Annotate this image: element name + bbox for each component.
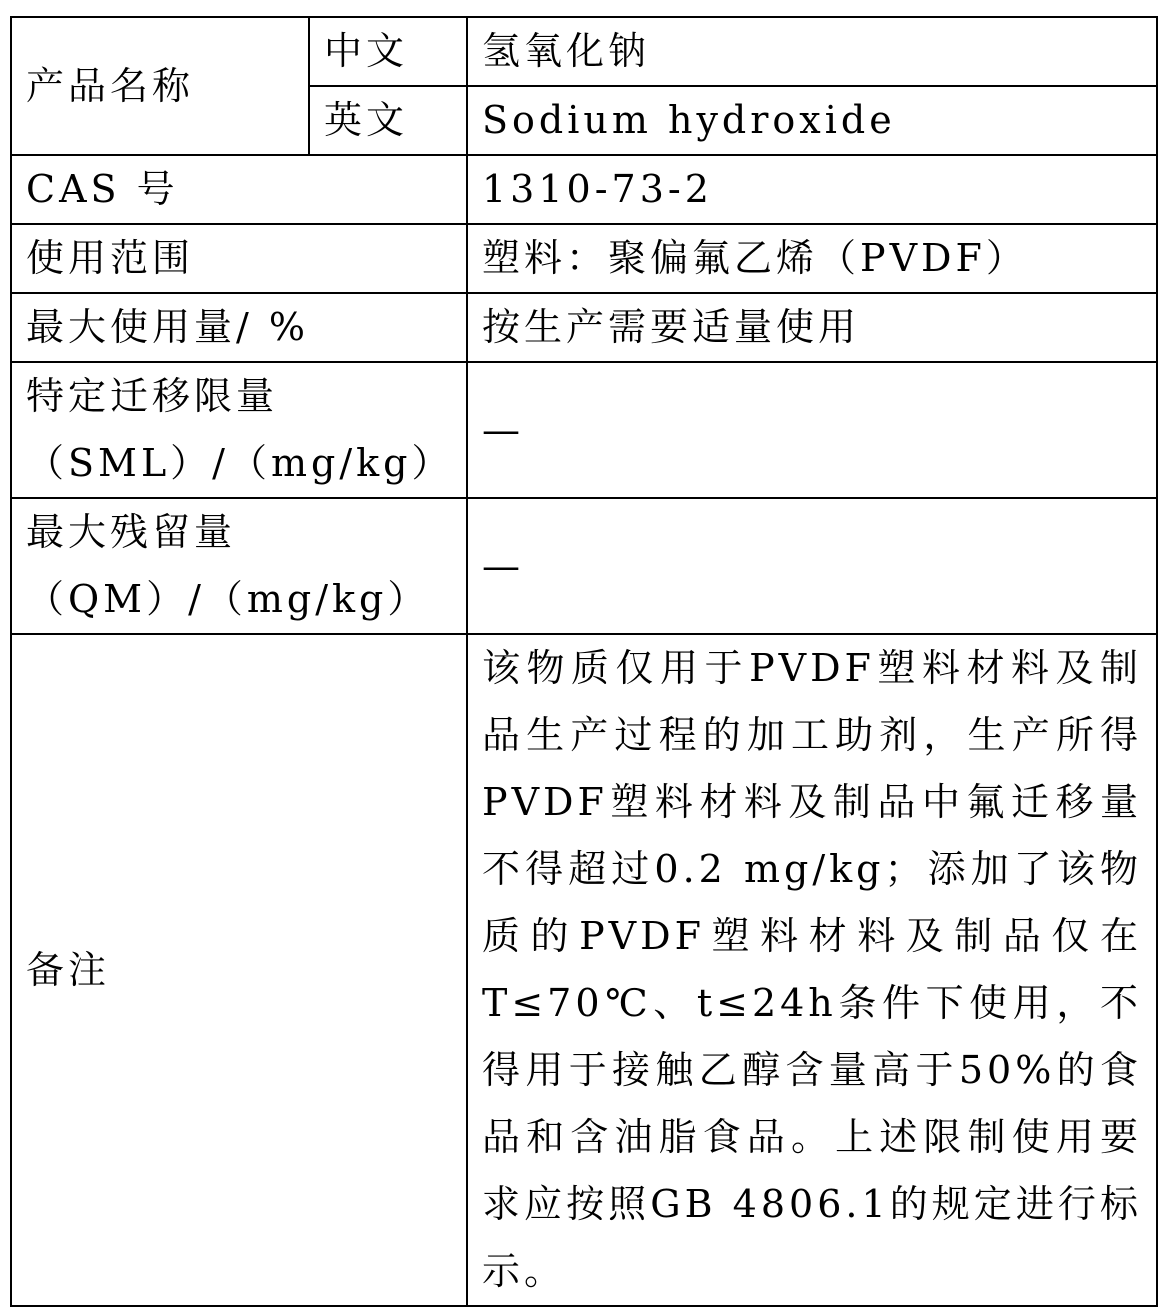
english-name-value: Sodium hydroxide bbox=[467, 86, 1157, 155]
qm-value: — bbox=[467, 498, 1157, 634]
scope-label: 使用范围 bbox=[11, 224, 467, 293]
sml-label-line2: （SML）/（mg/kg） bbox=[26, 441, 454, 485]
sml-label bbox=[11, 362, 467, 498]
sml-label-line1: 特定迁移限量 bbox=[26, 374, 279, 418]
row-cas bbox=[11, 155, 1157, 224]
remarks-label: 备注 bbox=[11, 634, 467, 1306]
max-usage-label: 最大使用量/ % bbox=[11, 293, 467, 362]
product-name-label: 产品名称 bbox=[11, 17, 309, 155]
row-remarks bbox=[11, 634, 1157, 1306]
row-sml bbox=[11, 362, 1157, 498]
substance-spec-table bbox=[10, 16, 1158, 1307]
scope-value: 塑料：聚偏氟乙烯（PVDF） bbox=[467, 224, 1157, 293]
chinese-name-value: 氢氧化钠 bbox=[467, 17, 1157, 86]
row-qm bbox=[11, 498, 1157, 634]
row-max-usage bbox=[11, 293, 1157, 362]
qm-label-line1: 最大残留量 bbox=[26, 510, 237, 554]
qm-label-line2: （QM）/（mg/kg） bbox=[26, 577, 430, 621]
chinese-label: 中文 bbox=[309, 17, 467, 86]
english-label: 英文 bbox=[309, 86, 467, 155]
cas-label: CAS 号 bbox=[11, 155, 467, 224]
cas-value: 1310-73-2 bbox=[467, 155, 1157, 224]
row-scope bbox=[11, 224, 1157, 293]
row-product-name-chinese bbox=[11, 17, 1157, 86]
sml-value: — bbox=[467, 362, 1157, 498]
qm-label bbox=[11, 498, 467, 634]
remarks-value: 该物质仅用于PVDF塑料材料及制品生产过程的加工助剂，生产所得PVDF塑料材料及制品中氟迁移量不得超过0.2 mg/kg；添加了该物质的PVDF塑料材料及制品仅在T≤70℃、t≤24h条件下使用，不得用于接触乙醇含量高于50%的食品和含油脂食品。上述限制使用要求应按照GB 4806.1的规定进行标示。 bbox=[467, 634, 1157, 1306]
max-usage-value: 按生产需要适量使用 bbox=[467, 293, 1157, 362]
